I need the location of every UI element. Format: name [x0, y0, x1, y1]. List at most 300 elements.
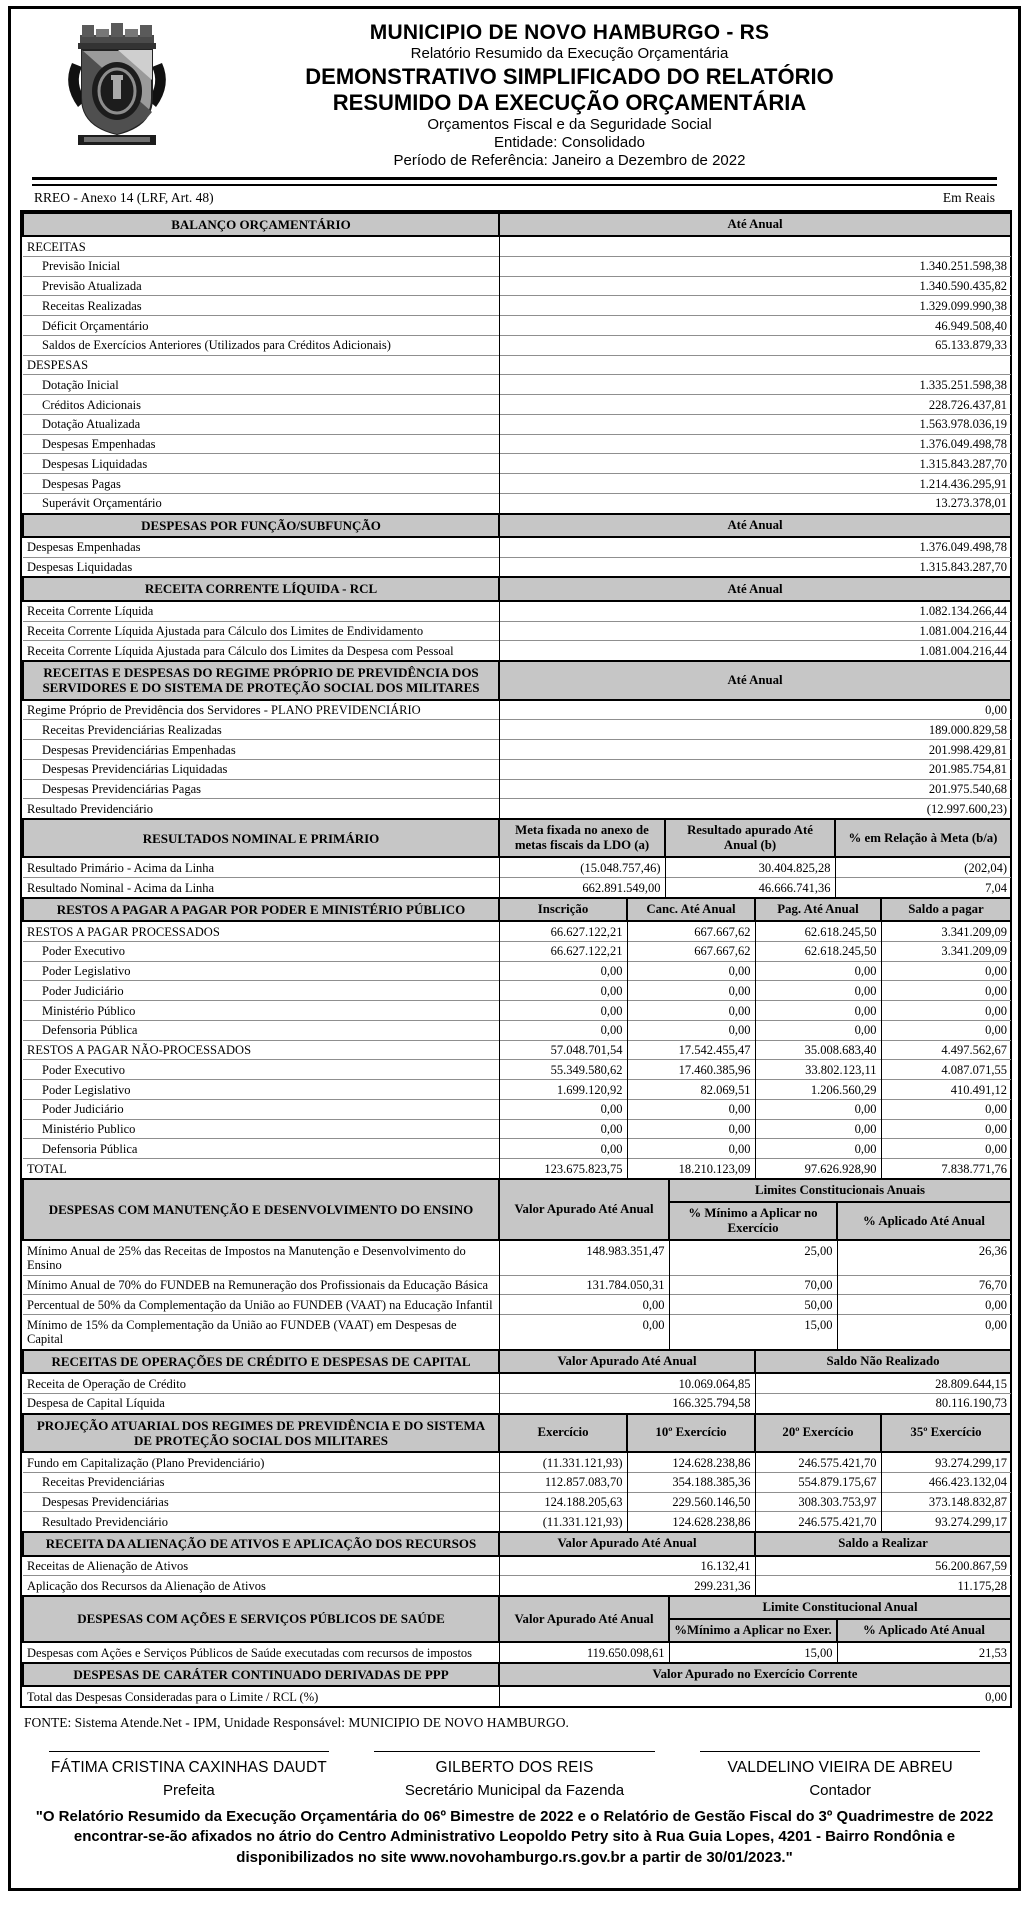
table-row	[23, 493, 1011, 512]
row-label: Resultado Nominal - Acima da Linha	[23, 878, 499, 897]
column-header: Saldo a pagar	[881, 898, 1011, 921]
cell-value: 4.087.071,55	[881, 1060, 1011, 1080]
report-title: DEMONSTRATIVO SIMPLIFICADO DO RELATÓRIO RESUMIDO DA EXECUÇÃO ORÇAMENTÁRIA	[305, 64, 834, 115]
cell-value: 0,00	[755, 1099, 881, 1119]
column-header: Resultado apurado Até Anual (b)	[665, 819, 835, 857]
signatory-name: FÁTIMA CRISTINA CAXINHAS DAUDT	[50, 1759, 327, 1777]
title-block	[130, 17, 1009, 171]
signature-line	[374, 1751, 654, 1752]
cell-value: 0,00	[837, 1315, 1011, 1349]
cell-value: 0,00	[755, 1139, 881, 1159]
table-row	[23, 759, 1011, 779]
cell-value: 1.376.049.498,78	[499, 537, 1011, 557]
table-row	[23, 296, 1011, 316]
cell-value: 17.460.385,96	[627, 1060, 755, 1080]
table-row	[23, 720, 1011, 740]
row-label: Mínimo Anual de 70% do FUNDEB na Remuneração dos Profissionais da Educação Básica	[23, 1275, 499, 1295]
cell-value: 131.784.050,31	[499, 1275, 669, 1295]
table-row	[23, 1001, 1011, 1021]
table-row	[23, 537, 1011, 557]
row-label: Despesas Liquidadas	[23, 454, 499, 474]
cell-value: 16.132,41	[499, 1556, 755, 1576]
cell-value: 554.879.175,67	[755, 1472, 881, 1492]
table-row	[23, 740, 1011, 760]
cell-value: 189.000.829,58	[499, 720, 1011, 740]
row-label: Despesas Previdenciárias	[23, 1492, 499, 1512]
cell-value: 667.667,62	[627, 941, 755, 961]
column-header: Saldo a Realizar	[755, 1532, 1011, 1555]
column-header: %Mínimo a Aplicar no Exer.	[669, 1619, 837, 1642]
cell-value: 667.667,62	[627, 921, 755, 941]
row-label: Despesas Pagas	[23, 474, 499, 494]
table-row	[23, 1159, 1011, 1178]
cell-value: 21,53	[837, 1642, 1011, 1662]
signatory-name: GILBERTO DOS REIS	[435, 1759, 594, 1777]
cell-value: 308.303.753,97	[755, 1492, 881, 1512]
cell-value: 55.349.580,62	[499, 1060, 627, 1080]
cell-value: 26,36	[837, 1240, 1011, 1275]
column-header: Exercício	[499, 1414, 627, 1453]
row-label: Despesas Empenhadas	[23, 537, 499, 557]
cell-value: 1.315.843.287,70	[499, 557, 1011, 576]
table-row	[23, 395, 1011, 415]
cell-value: 66.627.122,21	[499, 921, 627, 941]
cell-value: 62.618.245,50	[755, 921, 881, 941]
cell-value: 0,00	[881, 1020, 1011, 1040]
table-row	[23, 474, 1011, 494]
cell-value: 0,00	[499, 1001, 627, 1021]
column-header: Meta fixada no anexo de metas fiscais da LDO (a)	[499, 819, 665, 857]
table-row	[23, 1373, 1011, 1393]
column-header: Saldo Não Realizado	[755, 1350, 1011, 1373]
cell-value: 123.675.823,75	[499, 1159, 627, 1178]
publication-note: "O Relatório Resumido da Execução Orçamentária do 06º Bimestre de 2022 e o Relatório de Gestão Fiscal do 3º Quadrimestre de 2022 encontrar-se-ão afixados no átrio do Centro Administrativo Leopoldo Petry sito à Rua Guia Lopes, 4201 - Bairro Rondônia e disponibilizados no site www.novohamburgo.rs.gov.br a partir de 30/01/2023."	[35, 1808, 994, 1866]
cell-value: 0,00	[755, 1119, 881, 1139]
row-label: Receita Corrente Líquida	[23, 601, 499, 621]
table-row	[23, 779, 1011, 799]
signature-contador	[677, 1751, 1003, 1799]
signatory-name: VALDELINO VIEIRA DE ABREU	[727, 1759, 953, 1777]
budget-scope: Orçamentos Fiscal e da Seguridade Social	[427, 115, 712, 133]
column-header: Valor Apurado Até Anual	[499, 1596, 669, 1642]
row-label: Saldos de Exercícios Anteriores (Utilizados para Créditos Adicionais)	[23, 335, 499, 355]
column-group-header: Limites Constitucionais Anuais	[669, 1179, 1011, 1202]
section-balanco-orcamentario	[22, 212, 1012, 513]
double-rule-divider	[32, 177, 997, 186]
cell-value: 1.081.004.216,44	[499, 621, 1011, 641]
cell-value: 0,00	[881, 1139, 1011, 1159]
cell-value: 1.340.590.435,82	[499, 276, 1011, 296]
novo-hamburgo-coat-of-arms-icon	[58, 23, 176, 149]
cell-value: 1.376.049.498,78	[499, 434, 1011, 454]
signatory-role: Secretário Municipal da Fazenda	[404, 1782, 625, 1800]
row-label: Ministério Publico	[23, 1119, 499, 1139]
section-title: RECEITAS E DESPESAS DO REGIME PRÓPRIO DE PREVIDÊNCIA DOS SERVIDORES E DO SISTEMA DE PROTEÇÃO SOCIAL DOS MILITARES	[23, 661, 499, 700]
row-label: Despesas Previdenciárias Empenhadas	[23, 740, 499, 760]
table-row	[23, 1295, 1011, 1315]
cell-value: 0,00	[499, 1099, 627, 1119]
signature-block	[26, 1751, 1003, 1799]
table-row	[23, 375, 1011, 395]
cell-value: 0,00	[499, 1315, 669, 1349]
signature-secretario	[352, 1751, 678, 1799]
cell-value: 33.802.123,11	[755, 1060, 881, 1080]
cell-value: 0,00	[499, 981, 627, 1001]
cell-value: 373.148.832,87	[881, 1492, 1011, 1512]
cell-value: 354.188.385,36	[627, 1472, 755, 1492]
cell-value: 62.618.245,50	[755, 941, 881, 961]
cell-value: 50,00	[669, 1295, 837, 1315]
section-saude	[22, 1595, 1012, 1662]
table-row	[23, 276, 1011, 296]
table-row	[23, 335, 1011, 355]
signatory-role: Contador	[809, 1782, 872, 1800]
cell-value: 10.069.064,85	[499, 1373, 755, 1393]
row-label: Receitas Previdenciárias	[23, 1472, 499, 1492]
cell-value: 0,00	[881, 961, 1011, 981]
cell-value: 0,00	[499, 1295, 669, 1315]
section-projecao-atuarial	[22, 1413, 1012, 1532]
signatory-role: Prefeita	[162, 1782, 215, 1800]
column-header: Canc. Até Anual	[627, 898, 755, 921]
cell-value: 299.231,36	[499, 1576, 755, 1595]
table-row	[23, 641, 1011, 660]
row-label: RESTOS A PAGAR NÃO-PROCESSADOS	[23, 1040, 499, 1060]
row-label: Percentual de 50% da Complementação da União ao FUNDEB (VAAT) na Educação Infantil	[23, 1295, 499, 1315]
cell-value: 0,00	[881, 1119, 1011, 1139]
column-header: Valor Apurado Até Anual	[499, 1532, 755, 1555]
signature-line	[700, 1751, 980, 1752]
row-label: Despesas Previdenciárias Liquidadas	[23, 759, 499, 779]
table-row	[23, 1240, 1011, 1275]
column-header: Valor Apurado Até Anual	[499, 1179, 669, 1240]
row-label: Regime Próprio de Previdência dos Servidores - PLANO PREVIDENCIÁRIO	[23, 700, 499, 720]
cell-value: 466.423.132,04	[881, 1472, 1011, 1492]
section-despesas-funcao-subfuncao	[22, 513, 1012, 577]
table-row	[23, 1040, 1011, 1060]
table-row	[23, 355, 1011, 375]
table-row	[23, 941, 1011, 961]
table-row	[23, 1686, 1011, 1706]
row-label: Poder Legislativo	[23, 1080, 499, 1100]
row-label: Despesas com Ações e Serviços Públicos de Saúde executadas com recursos de impostos	[23, 1642, 499, 1662]
row-label: Previsão Atualizada	[23, 276, 499, 296]
section-ppp	[22, 1662, 1012, 1706]
section-title: RESTOS A PAGAR A PAGAR POR PODER E MINISTÉRIO PÚBLICO	[23, 898, 499, 921]
cell-value: 15,00	[669, 1642, 837, 1662]
table-row	[23, 878, 1011, 897]
cell-value: 57.048.701,54	[499, 1040, 627, 1060]
section-ensino	[22, 1178, 1012, 1349]
cell-value: 124.628.238,86	[627, 1512, 755, 1531]
table-row	[23, 256, 1011, 276]
cell-value: 65.133.879,33	[499, 335, 1011, 355]
cell-value: 7,04	[835, 878, 1011, 897]
currency-label: Em Reais	[942, 189, 995, 205]
table-row	[23, 961, 1011, 981]
section-title: RECEITA CORRENTE LÍQUIDA - RCL	[23, 577, 499, 600]
cell-value: (11.331.121,93)	[499, 1452, 627, 1472]
cell-value: 0,00	[499, 1686, 1011, 1706]
annex-label: RREO - Anexo 14 (LRF, Art. 48)	[34, 189, 214, 205]
cell-value: 0,00	[881, 1001, 1011, 1021]
cell-value: 17.542.455,47	[627, 1040, 755, 1060]
cell-value: 1.081.004.216,44	[499, 641, 1011, 660]
table-row	[23, 1393, 1011, 1412]
cell-value: 0,00	[837, 1295, 1011, 1315]
cell-value: 1.082.134.266,44	[499, 601, 1011, 621]
section-resultados-nominal-primario	[22, 818, 1012, 897]
cell-value: 0,00	[499, 1139, 627, 1159]
table-row	[23, 1512, 1011, 1531]
table-row	[23, 316, 1011, 336]
row-label: RECEITAS	[23, 236, 499, 256]
entity-label: Entidade: Consolidado	[494, 134, 645, 152]
cell-value: 28.809.644,15	[755, 1373, 1011, 1393]
cell-value: 66.627.122,21	[499, 941, 627, 961]
table-row	[23, 236, 1011, 256]
row-label: Despesas Liquidadas	[23, 557, 499, 576]
cell-value: 0,00	[755, 1001, 881, 1021]
section-receita-corrente-liquida	[22, 576, 1012, 660]
section-title: RECEITAS DE OPERAÇÕES DE CRÉDITO E DESPESAS DE CAPITAL	[23, 1350, 499, 1373]
table-row	[23, 557, 1011, 576]
row-label: Despesas Previdenciárias Pagas	[23, 779, 499, 799]
table-row	[23, 1139, 1011, 1159]
row-label: Fundo em Capitalização (Plano Previdenciário)	[23, 1452, 499, 1472]
cell-value: 410.491,12	[881, 1080, 1011, 1100]
cell-value: 0,00	[627, 1139, 755, 1159]
cell-value: 25,00	[669, 1240, 837, 1275]
municipality-name: MUNICIPIO DE NOVO HAMBURGO - RS	[369, 21, 770, 44]
row-label: Total das Despesas Consideradas para o Limite / RCL (%)	[23, 1686, 499, 1706]
row-label: Superávit Orçamentário	[23, 493, 499, 512]
cell-value: (12.997.600,23)	[499, 799, 1011, 818]
cell-value: 56.200.867,59	[755, 1556, 1011, 1576]
row-label: Receitas Previdenciárias Realizadas	[23, 720, 499, 740]
column-header: Pag. Até Anual	[755, 898, 881, 921]
cell-value: 662.891.549,00	[499, 878, 665, 897]
row-label: Receitas Realizadas	[23, 296, 499, 316]
section-title: DESPESAS DE CARÁTER CONTINUADO DERIVADAS DE PPP	[23, 1663, 499, 1686]
cell-value: 80.116.190,73	[755, 1393, 1011, 1412]
section-receitas-despesas-rpps	[22, 660, 1012, 818]
table-row	[23, 1642, 1011, 1662]
column-header: % Aplicado Até Anual	[837, 1202, 1011, 1240]
report-type: Relatório Resumido da Execução Orçamentária	[410, 45, 729, 62]
row-label: Poder Executivo	[23, 1060, 499, 1080]
cell-value: 0,00	[499, 961, 627, 981]
cell-value: 0,00	[755, 981, 881, 1001]
cell-value: 124.628.238,86	[627, 1452, 755, 1472]
row-label: Receita Corrente Líquida Ajustada para Cálculo dos Limites de Endividamento	[23, 621, 499, 641]
cell-value: 46.949.508,40	[499, 316, 1011, 336]
signature-prefeita	[26, 1751, 352, 1799]
row-label: Poder Judiciário	[23, 981, 499, 1001]
cell-value: 76,70	[837, 1275, 1011, 1295]
table-row	[23, 1452, 1011, 1472]
cell-value: 82.069,51	[627, 1080, 755, 1100]
table-row	[23, 1020, 1011, 1040]
cell-value: 1.335.251.598,38	[499, 375, 1011, 395]
row-label: Ministério Público	[23, 1001, 499, 1021]
cell-value: 112.857.083,70	[499, 1472, 627, 1492]
cell-value: 148.983.351,47	[499, 1240, 669, 1275]
section-title: DESPESAS POR FUNÇÃO/SUBFUNÇÃO	[23, 514, 499, 537]
cell-value: 0,00	[627, 1099, 755, 1119]
column-group-header: Limite Constitucional Anual	[669, 1596, 1011, 1619]
cell-value: 0,00	[627, 961, 755, 981]
column-header: Valor Apurado Até Anual	[499, 1350, 755, 1373]
cell-value: 0,00	[755, 961, 881, 981]
row-label: Dotação Inicial	[23, 375, 499, 395]
cell-value: 11.175,28	[755, 1576, 1011, 1595]
section-title: DESPESAS COM MANUTENÇÃO E DESENVOLVIMENTO DO ENSINO	[23, 1179, 499, 1240]
row-label: Mínimo Anual de 25% das Receitas de Impostos na Manutenção e Desenvolvimento do Ensino	[23, 1240, 499, 1275]
row-label: Defensoria Pública	[23, 1139, 499, 1159]
cell-value: 0,00	[755, 1020, 881, 1040]
meta-row	[20, 186, 1009, 210]
cell-value: 201.985.754,81	[499, 759, 1011, 779]
cell-value: 0,00	[627, 981, 755, 1001]
table-row	[23, 1099, 1011, 1119]
row-label: Receita Corrente Líquida Ajustada para Cálculo dos Limites da Despesa com Pessoal	[23, 641, 499, 660]
row-label: Mínimo de 15% da Complementação da União ao FUNDEB (VAAT) em Despesas de Capital	[23, 1315, 499, 1349]
column-header: Até Anual	[499, 661, 1011, 700]
table-row	[23, 1315, 1011, 1349]
row-label: Despesa de Capital Líquida	[23, 1393, 499, 1412]
cell-value: 0,00	[881, 981, 1011, 1001]
cell-value: 1.340.251.598,38	[499, 256, 1011, 276]
cell-value: 93.274.299,17	[881, 1452, 1011, 1472]
cell-value: 1.206.560,29	[755, 1080, 881, 1100]
section-title: RECEITA DA ALIENAÇÃO DE ATIVOS E APLICAÇÃO DOS RECURSOS	[23, 1532, 499, 1555]
table-row	[23, 1080, 1011, 1100]
row-label: Resultado Primário - Acima da Linha	[23, 857, 499, 877]
column-header: % em Relação à Meta (b/a)	[835, 819, 1011, 857]
section-operacoes-credito	[22, 1349, 1012, 1413]
cell-value: 93.274.299,17	[881, 1512, 1011, 1531]
column-header: % Mínimo a Aplicar no Exercício	[669, 1202, 837, 1240]
cell-value: 1.214.436.295,91	[499, 474, 1011, 494]
cell-value: 0,00	[881, 1099, 1011, 1119]
cell-value: 201.975.540,68	[499, 779, 1011, 799]
cell-value: 229.560.146,50	[627, 1492, 755, 1512]
cell-value: 0,00	[499, 700, 1011, 720]
row-label: RESTOS A PAGAR PROCESSADOS	[23, 921, 499, 941]
cell-value: 3.341.209,09	[881, 941, 1011, 961]
table-row	[23, 981, 1011, 1001]
table-row	[23, 921, 1011, 941]
section-title: BALANÇO ORÇAMENTÁRIO	[23, 213, 499, 236]
column-header: Até Anual	[499, 213, 1011, 236]
cell-value: 166.325.794,58	[499, 1393, 755, 1412]
section-title: DESPESAS COM AÇÕES E SERVIÇOS PÚBLICOS DE SAÚDE	[23, 1596, 499, 1642]
cell-value: 228.726.437,81	[499, 395, 1011, 415]
column-header: Valor Apurado no Exercício Corrente	[499, 1663, 1011, 1686]
table-row	[23, 1556, 1011, 1576]
row-label: Déficit Orçamentário	[23, 316, 499, 336]
table-row	[23, 414, 1011, 434]
table-row	[23, 799, 1011, 818]
column-header: Até Anual	[499, 514, 1011, 537]
row-label: Resultado Previdenciário	[23, 799, 499, 818]
row-label: Dotação Atualizada	[23, 414, 499, 434]
row-label: Receita de Operação de Crédito	[23, 1373, 499, 1393]
table-row	[23, 1576, 1011, 1595]
column-header: Até Anual	[499, 577, 1011, 600]
row-label: Poder Judiciário	[23, 1099, 499, 1119]
row-label: DESPESAS	[23, 355, 499, 375]
column-header: % Aplicado Até Anual	[837, 1619, 1011, 1642]
column-header: 10º Exercício	[627, 1414, 755, 1453]
column-header: 35º Exercício	[881, 1414, 1011, 1453]
cell-value: 0,00	[627, 1001, 755, 1021]
section-alienacao-ativos	[22, 1531, 1012, 1595]
table-row	[23, 1275, 1011, 1295]
source-note: FONTE: Sistema Atende.Net - IPM, Unidade Responsável: MUNICIPIO DE NOVO HAMBURGO.	[24, 1715, 569, 1731]
report-page	[8, 6, 1021, 1891]
cell-value: (202,04)	[835, 857, 1011, 877]
table-row	[23, 454, 1011, 474]
section-title: PROJEÇÃO ATUARIAL DOS REGIMES DE PREVIDÊNCIA E DO SISTEMA DE PROTEÇÃO SOCIAL DOS MILITARES	[23, 1414, 499, 1453]
cell-value: 201.998.429,81	[499, 740, 1011, 760]
report-table	[20, 210, 1012, 1708]
row-label: Aplicação dos Recursos da Alienação de Ativos	[23, 1576, 499, 1595]
row-label: Créditos Adicionais	[23, 395, 499, 415]
cell-value: 124.188.205,63	[499, 1492, 627, 1512]
cell-value: 97.626.928,90	[755, 1159, 881, 1178]
signature-line	[49, 1751, 329, 1752]
cell-value: 1.315.843.287,70	[499, 454, 1011, 474]
table-row	[23, 857, 1011, 877]
cell-value: 0,00	[499, 1020, 627, 1040]
cell-value	[499, 236, 1011, 256]
cell-value: 46.666.741,36	[665, 878, 835, 897]
cell-value: (11.331.121,93)	[499, 1512, 627, 1531]
row-label: Poder Executivo	[23, 941, 499, 961]
reference-period: Período de Referência: Janeiro a Dezembro de 2022	[393, 152, 746, 170]
cell-value: 246.575.421,70	[755, 1452, 881, 1472]
cell-value: 0,00	[499, 1119, 627, 1139]
row-label: Previsão Inicial	[23, 256, 499, 276]
cell-value	[499, 355, 1011, 375]
column-header: 20º Exercício	[755, 1414, 881, 1453]
cell-value: 13.273.378,01	[499, 493, 1011, 512]
table-row	[23, 601, 1011, 621]
cell-value: 246.575.421,70	[755, 1512, 881, 1531]
row-label: Poder Legislativo	[23, 961, 499, 981]
cell-value: 3.341.209,09	[881, 921, 1011, 941]
row-label: TOTAL	[23, 1159, 499, 1178]
cell-value: 0,00	[627, 1119, 755, 1139]
table-row	[23, 434, 1011, 454]
table-row	[23, 1119, 1011, 1139]
cell-value: 30.404.825,28	[665, 857, 835, 877]
cell-value: (15.048.757,46)	[499, 857, 665, 877]
cell-value: 119.650.098,61	[499, 1642, 669, 1662]
cell-value: 1.329.099.990,38	[499, 296, 1011, 316]
table-row	[23, 1492, 1011, 1512]
column-header: Inscrição	[499, 898, 627, 921]
cell-value: 18.210.123,09	[627, 1159, 755, 1178]
cell-value: 15,00	[669, 1315, 837, 1349]
table-row	[23, 621, 1011, 641]
table-row	[23, 1472, 1011, 1492]
row-label: Defensoria Pública	[23, 1020, 499, 1040]
cell-value: 4.497.562,67	[881, 1040, 1011, 1060]
row-label: Receitas de Alienação de Ativos	[23, 1556, 499, 1576]
